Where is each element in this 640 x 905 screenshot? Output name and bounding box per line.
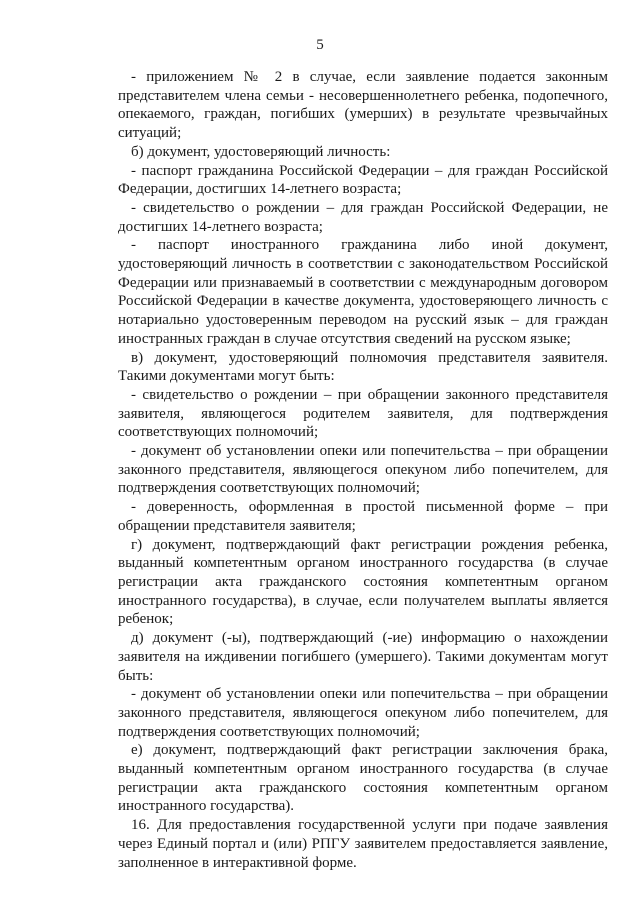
paragraph-appendix-2: - приложением № 2 в случае, если заявление подается законным представителем члена семьи - несовершеннолетнего ребенка, подопечного, опекаемого, граждан, погибших (умерших) в результате чрезвычайных ситуаций; (118, 69, 608, 142)
paragraph-representative-authority: в) документ, удостоверяющий полномочия представителя заявителя. Такими документами могут быть: (118, 349, 608, 385)
page-number: 5 (316, 37, 324, 53)
paragraph-guardianship-document: - документ об установлении опеки или попечительства – при обращении законного представителя, являющегося опекуном либо попечителем, для подтверждения соответствующих полномочий; (118, 443, 608, 497)
document-body (118, 68, 608, 872)
paragraph-guardianship-document-2: - документ об установлении опеки или попечительства – при обращении законного представителя, являющегося опекуном либо попечителем, для подтверждения соответствующих полномочий; (118, 686, 608, 740)
paragraph-dependency-documents: д) документ (-ы), подтверждающий (-ие) информацию о нахождении заявителя на иждивении погибшего (умершего). Такими документам могут быть: (118, 630, 608, 684)
paragraph-power-of-attorney: - доверенность, оформленная в простой письменной форме – при обращении представителя заявителя; (118, 499, 608, 534)
paragraph-identity-document: б) документ, удостоверяющий личность: (131, 143, 391, 160)
paragraph-birth-certificate-parent: - свидетельство о рождении – при обращении законного представителя заявителя, являющегося родителем заявителя, для подтверждения соответствующих полномочий; (118, 386, 608, 441)
paragraph-foreign-marriage-registration: е) документ, подтверждающий факт регистрации заключения брака, выданный компетентным органом иностранного государства (в случае регистрации акта гражданского состояния компетентным органом иностранного государства). (118, 742, 608, 815)
paragraph-rf-passport: - паспорт гражданина Российской Федерации – для граждан Российской Федерации, достигших 14-летнего возраста; (118, 162, 608, 198)
paragraph-section-16: 16. Для предоставления государственной услуги при подаче заявления через Единый портал и (или) РПГУ заявителем предоставляется заявление, заполненное в интерактивной форме. (118, 817, 608, 871)
paragraph-foreign-birth-registration: г) документ, подтверждающий факт регистрации рождения ребенка, выданный компетентным органом иностранного государства (в случае регистрации акта гражданского состояния компетентным органом иностранного государства), в случае, если получателем выплаты является ребенок; (118, 536, 608, 628)
paragraph-foreign-passport: - паспорт иностранного гражданина либо иной документ, удостоверяющий личность в соответствии с законодательством Российской Федерации или признаваемый в соответствии с международным договором Российской Федерации в качестве документа, удостоверяющего личность с нотариально удостоверенным переводом на русский язык – для граждан иностранных граждан в случае отсутствия сведений на русском языке; (118, 237, 608, 347)
paragraph-birth-certificate: - свидетельство о рождении – для граждан Российской Федерации, не достигших 14-летнего возраста; (118, 199, 608, 235)
